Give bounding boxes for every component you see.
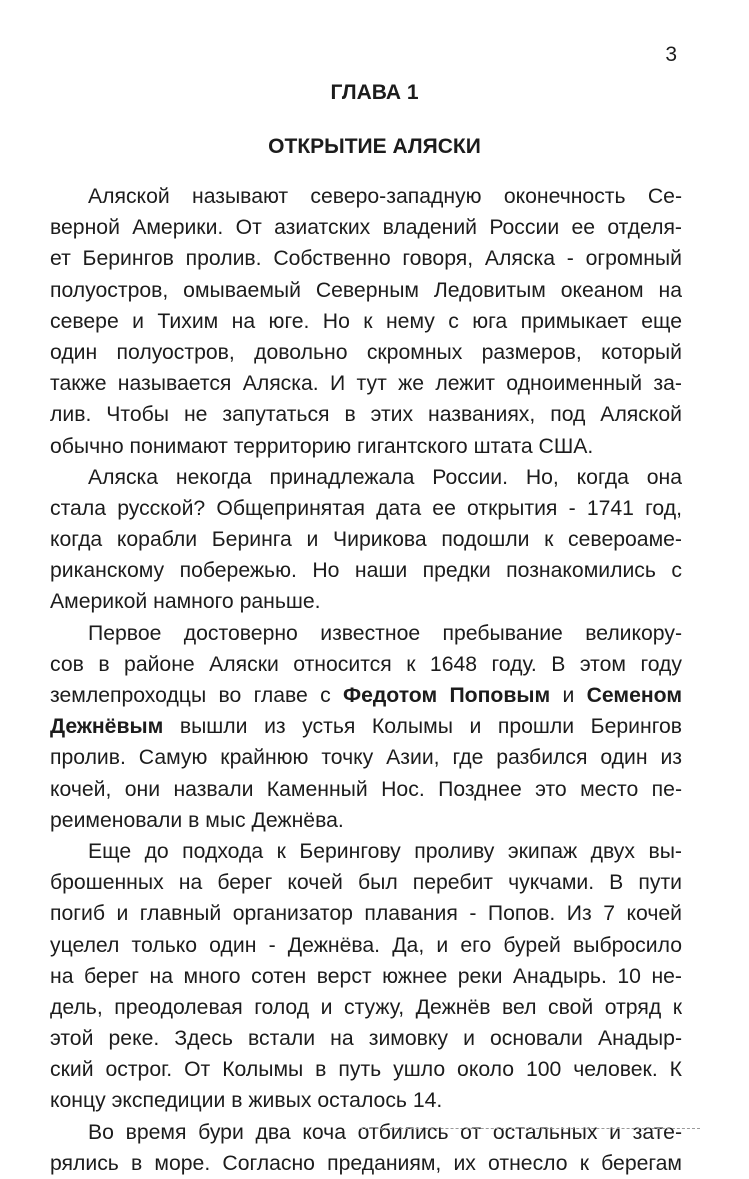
text-line: когда корабли Беринга и Чирикова подошли к североаме-: [50, 528, 682, 552]
chapter-title: ОТКРЫТИЕ АЛЯСКИ: [268, 135, 481, 158]
text-line: на берег на много сотен верст южнее реки Анадырь. 10 не-: [50, 964, 682, 988]
text-line: этой реке. Здесь встали на зимовку и основали Анадыр-: [50, 1027, 682, 1051]
text-line: также называется Аляска. И тут же лежит одноименный за-: [50, 372, 682, 396]
text-line: верной Америки. От азиатских владений России ее отделя-: [50, 216, 682, 240]
text-line: рялись в море. Согласно преданиям, их отнесло к берегам: [50, 1151, 682, 1175]
text-fragment: вышли из устья Колымы и прошли Берингов: [163, 715, 682, 739]
text-line: концу экспедиции в живых осталось 14.: [50, 1089, 443, 1113]
text-line: риканскому побережью. Но наши предки познакомились с: [50, 559, 682, 583]
page-edge-divider: [360, 1128, 700, 1129]
text-line: уцелел только один - Дежнёва. Да, и его бурей выбросило: [50, 933, 682, 957]
chapter-heading: ГЛАВА 1: [330, 81, 419, 104]
text-line: дель, преодолевая голод и стужу, Дежнёв вел свой отряд к: [50, 995, 682, 1019]
text-line: Аляской называют северо-западную оконечность Се-: [88, 185, 682, 208]
text-line: ский острог. От Колымы в путь ушло около 100 человек. К: [50, 1058, 682, 1082]
text-line: обычно понимают территорию гигантского штата США.: [50, 434, 594, 458]
text-line: полуостров, омываемый Северным Ледовитым океаном на: [50, 278, 682, 302]
text-line: Аляска некогда принадлежала России. Но, когда она: [88, 465, 682, 489]
text-line: кочей, они назвали Каменный Нос. Позднее это место пе-: [50, 777, 682, 801]
text-line: Первое достоверно известное пребывание великору-: [88, 621, 682, 645]
text-line: [50, 711, 682, 742]
text-line: пролив. Самую крайнюю точку Азии, где разбился один из: [50, 746, 682, 770]
bold-name-dezhnev: Дежнёвым: [50, 715, 164, 739]
text-line: севере и Тихим на юге. Но к нему с юга примыкает еще: [50, 309, 682, 333]
text-line: брошенных на берег кочей был перебит чукчами. В пути: [50, 871, 682, 895]
text-line: сов в районе Аляски относится к 1648 году. В этом году: [50, 652, 682, 676]
text-line: лив. Чтобы не запутаться в этих названиях, под Аляской: [50, 403, 682, 427]
bold-name-popov: Федотом Поповым: [342, 684, 551, 707]
text-fragment: землепроходцы во главе с: [50, 684, 343, 707]
body-text: [50, 181, 682, 1179]
page-number: 3: [665, 43, 677, 66]
text-line: ет Берингов пролив. Собственно говоря, Аляска - огромный: [50, 247, 682, 271]
text-line: погиб и главный организатор плавания - Попов. Из 7 кочей: [50, 902, 682, 926]
bold-name-semen: Семеном: [586, 684, 682, 707]
text-line: один полуостров, довольно скромных размеров, который: [50, 340, 682, 364]
text-line: Америкой намного раньше.: [50, 590, 321, 614]
text-line: Во время бури два коча отбились от остальных и зате-: [88, 1120, 682, 1144]
text-line: [50, 680, 682, 711]
text-fragment: и: [550, 684, 587, 707]
text-line: реименовали в мыс Дежнёва.: [50, 808, 344, 832]
text-line: Еще до подхода к Берингову проливу экипаж двух вы-: [88, 839, 682, 863]
text-line: стала русской? Общепринятая дата ее открытия - 1741 год,: [50, 496, 682, 520]
